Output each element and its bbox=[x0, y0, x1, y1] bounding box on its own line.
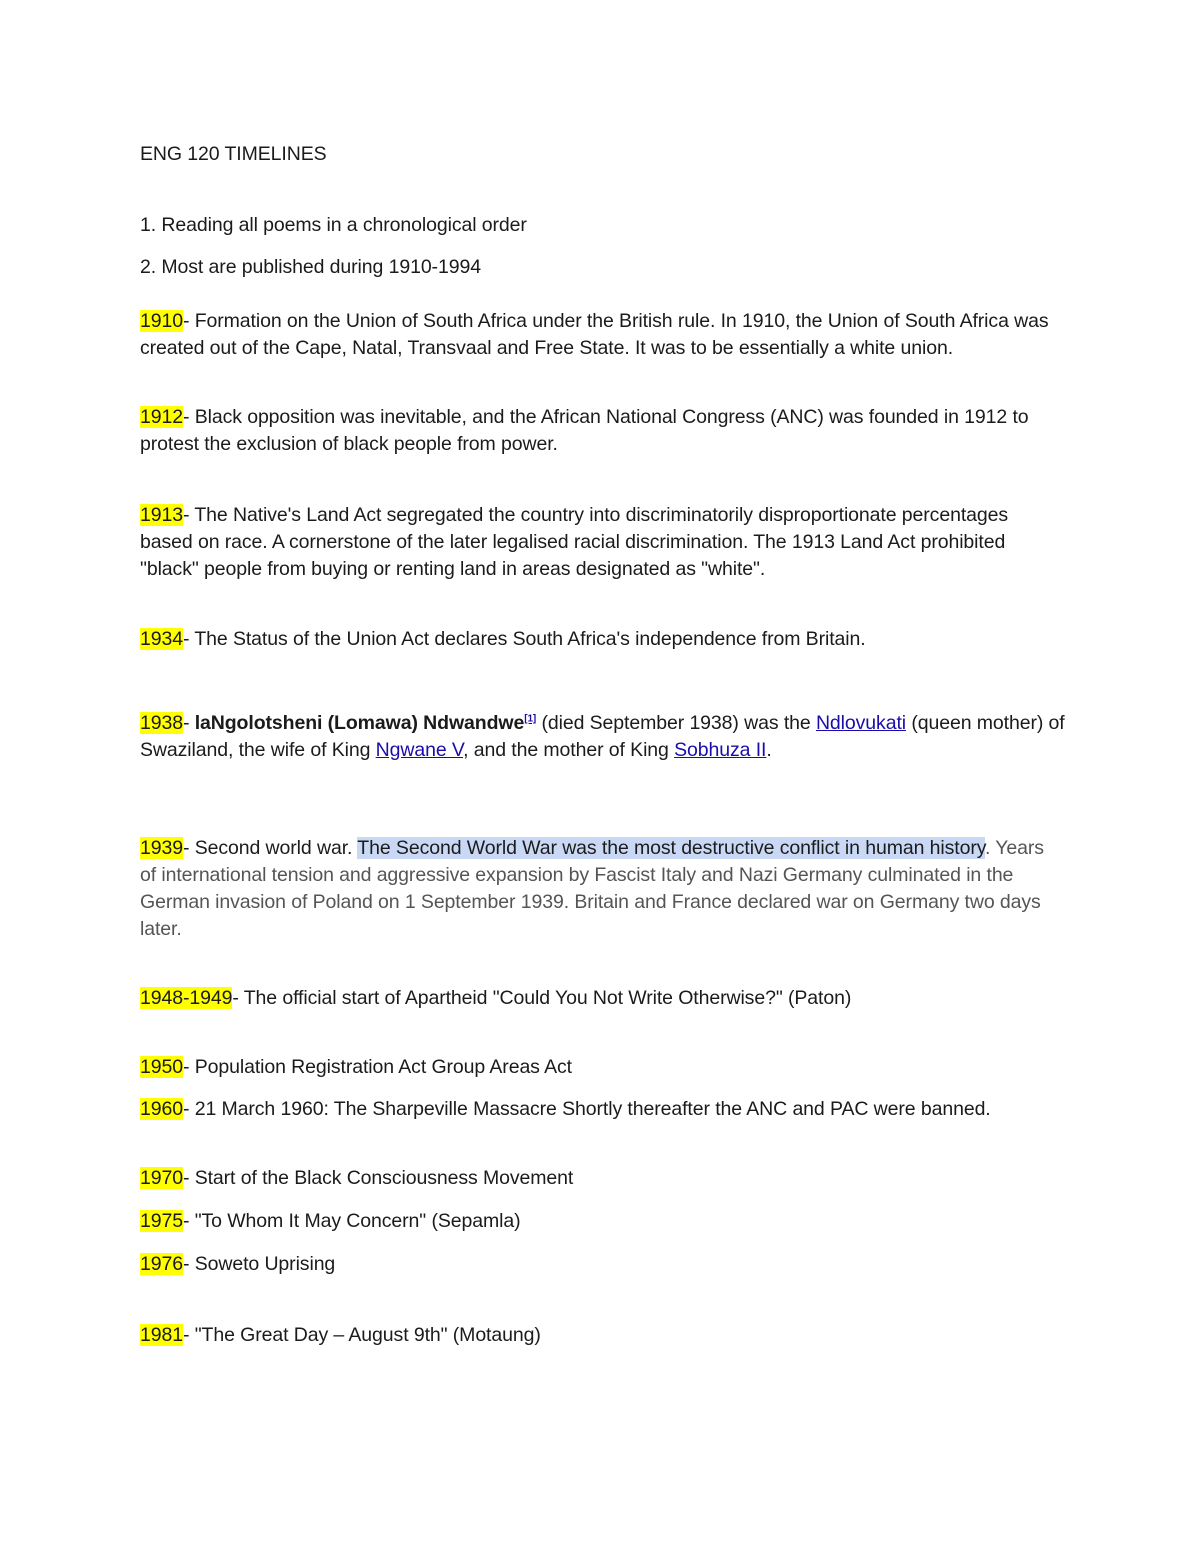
list-item bbox=[140, 212, 1065, 239]
link-sobhuza-ii[interactable]: Sobhuza II bbox=[674, 739, 767, 761]
timeline-entry-1939 bbox=[140, 835, 1065, 943]
timeline-entry-1950 bbox=[140, 1054, 1065, 1081]
entry-text: - The Status of the Union Act declares South Africa's independence from Britain. bbox=[182, 628, 866, 650]
entry-text-gray: . Years of international tension and aggressive expansion by Fascist Italy and Nazi Germany culminated in the German invasion of Poland on 1 September 1939. Britain and France declared war on Germany two days later. bbox=[140, 837, 1044, 940]
year-highlight: 1981 bbox=[140, 1324, 183, 1346]
year-highlight: 1960 bbox=[140, 1098, 183, 1120]
timeline-entry-1975 bbox=[140, 1208, 1065, 1235]
entry-text: . bbox=[766, 739, 772, 761]
entry-text: - Start of the Black Consciousness Movement bbox=[182, 1167, 574, 1189]
year-highlight: 1934 bbox=[140, 628, 183, 650]
year-highlight: 1913 bbox=[140, 504, 183, 526]
timeline-entry-1948 bbox=[140, 985, 1065, 1012]
timeline-entry-1976 bbox=[140, 1251, 1065, 1278]
timeline-entry-1960 bbox=[140, 1096, 1065, 1123]
entry-text: - The official start of Apartheid "Could You Not Write Otherwise?" (Paton) bbox=[232, 987, 852, 1009]
entry-text: - Formation on the Union of South Africa under the British rule. In 1910, the Union of South Africa was created out of the Cape, Natal, Transvaal and Free State. It was to be essentially a white union. bbox=[140, 310, 1049, 359]
year-highlight: 1910 bbox=[140, 310, 183, 332]
person-name: laNgolotsheni (Lomawa) Ndwandwe bbox=[194, 712, 525, 734]
entry-text: - Black opposition was inevitable, and the African National Congress (ANC) was founded in 1912 to protest the exclusion of black people from power. bbox=[140, 406, 1029, 455]
timeline-entry-1938 bbox=[140, 710, 1065, 764]
list-item-text: 2. Most are published during 1910-1994 bbox=[140, 256, 481, 278]
entry-text: - Population Registration Act Group Areas Act bbox=[182, 1056, 572, 1078]
entry-text: - "The Great Day – August 9th" (Motaung) bbox=[182, 1324, 541, 1346]
timeline-entry-1934 bbox=[140, 626, 1065, 653]
timeline-entry-1912 bbox=[140, 404, 1065, 458]
selected-text[interactable]: The Second World War was the most destructive conflict in human history bbox=[357, 837, 985, 859]
entry-text: - 21 March 1960: The Sharpeville Massacre Shortly thereafter the ANC and PAC were banned. bbox=[182, 1098, 991, 1120]
timeline-entry-1913 bbox=[140, 502, 1065, 583]
document-title bbox=[140, 141, 1065, 168]
year-highlight: 1939 bbox=[140, 837, 183, 859]
entry-text: - "To Whom It May Concern" (Sepamla) bbox=[182, 1210, 521, 1232]
entry-text: - Second world war. bbox=[182, 837, 358, 859]
year-highlight: 1975 bbox=[140, 1210, 183, 1232]
entry-text: (died September 1938) was the bbox=[536, 712, 816, 734]
timeline-entry-1981 bbox=[140, 1322, 1065, 1349]
list-item-text: 1. Reading all poems in a chronological order bbox=[140, 214, 527, 236]
timeline-entry-1910 bbox=[140, 308, 1065, 362]
timeline-entry-1970 bbox=[140, 1165, 1065, 1192]
entry-text: , and the mother of King bbox=[463, 739, 675, 761]
year-highlight: 1976 bbox=[140, 1253, 183, 1275]
footnote-link[interactable]: [1] bbox=[524, 713, 537, 725]
link-ngwane-v[interactable]: Ngwane V bbox=[375, 739, 464, 761]
title-text: ENG 120 TIMELINES bbox=[140, 143, 327, 165]
list-item bbox=[140, 254, 1065, 281]
link-ndlovukati[interactable]: Ndlovukati bbox=[815, 712, 906, 734]
entry-text: - Soweto Uprising bbox=[182, 1253, 336, 1275]
year-highlight: 1938 bbox=[140, 712, 183, 734]
year-highlight: 1970 bbox=[140, 1167, 183, 1189]
entry-text: - The Native's Land Act segregated the country into discriminatorily disproportionate percentages based on race. A cornerstone of the later legalised racial discrimination. The 1913 Land Act prohibited "black" people from buying or renting land in areas designated as "white". bbox=[140, 504, 1009, 580]
year-highlight: 1950 bbox=[140, 1056, 183, 1078]
entry-dash: - bbox=[182, 712, 195, 734]
year-highlight: 1912 bbox=[140, 406, 183, 428]
year-highlight: 1948-1949 bbox=[140, 987, 233, 1009]
entry-text: (queen mother) of Swaziland, the wife of King bbox=[140, 712, 1065, 761]
